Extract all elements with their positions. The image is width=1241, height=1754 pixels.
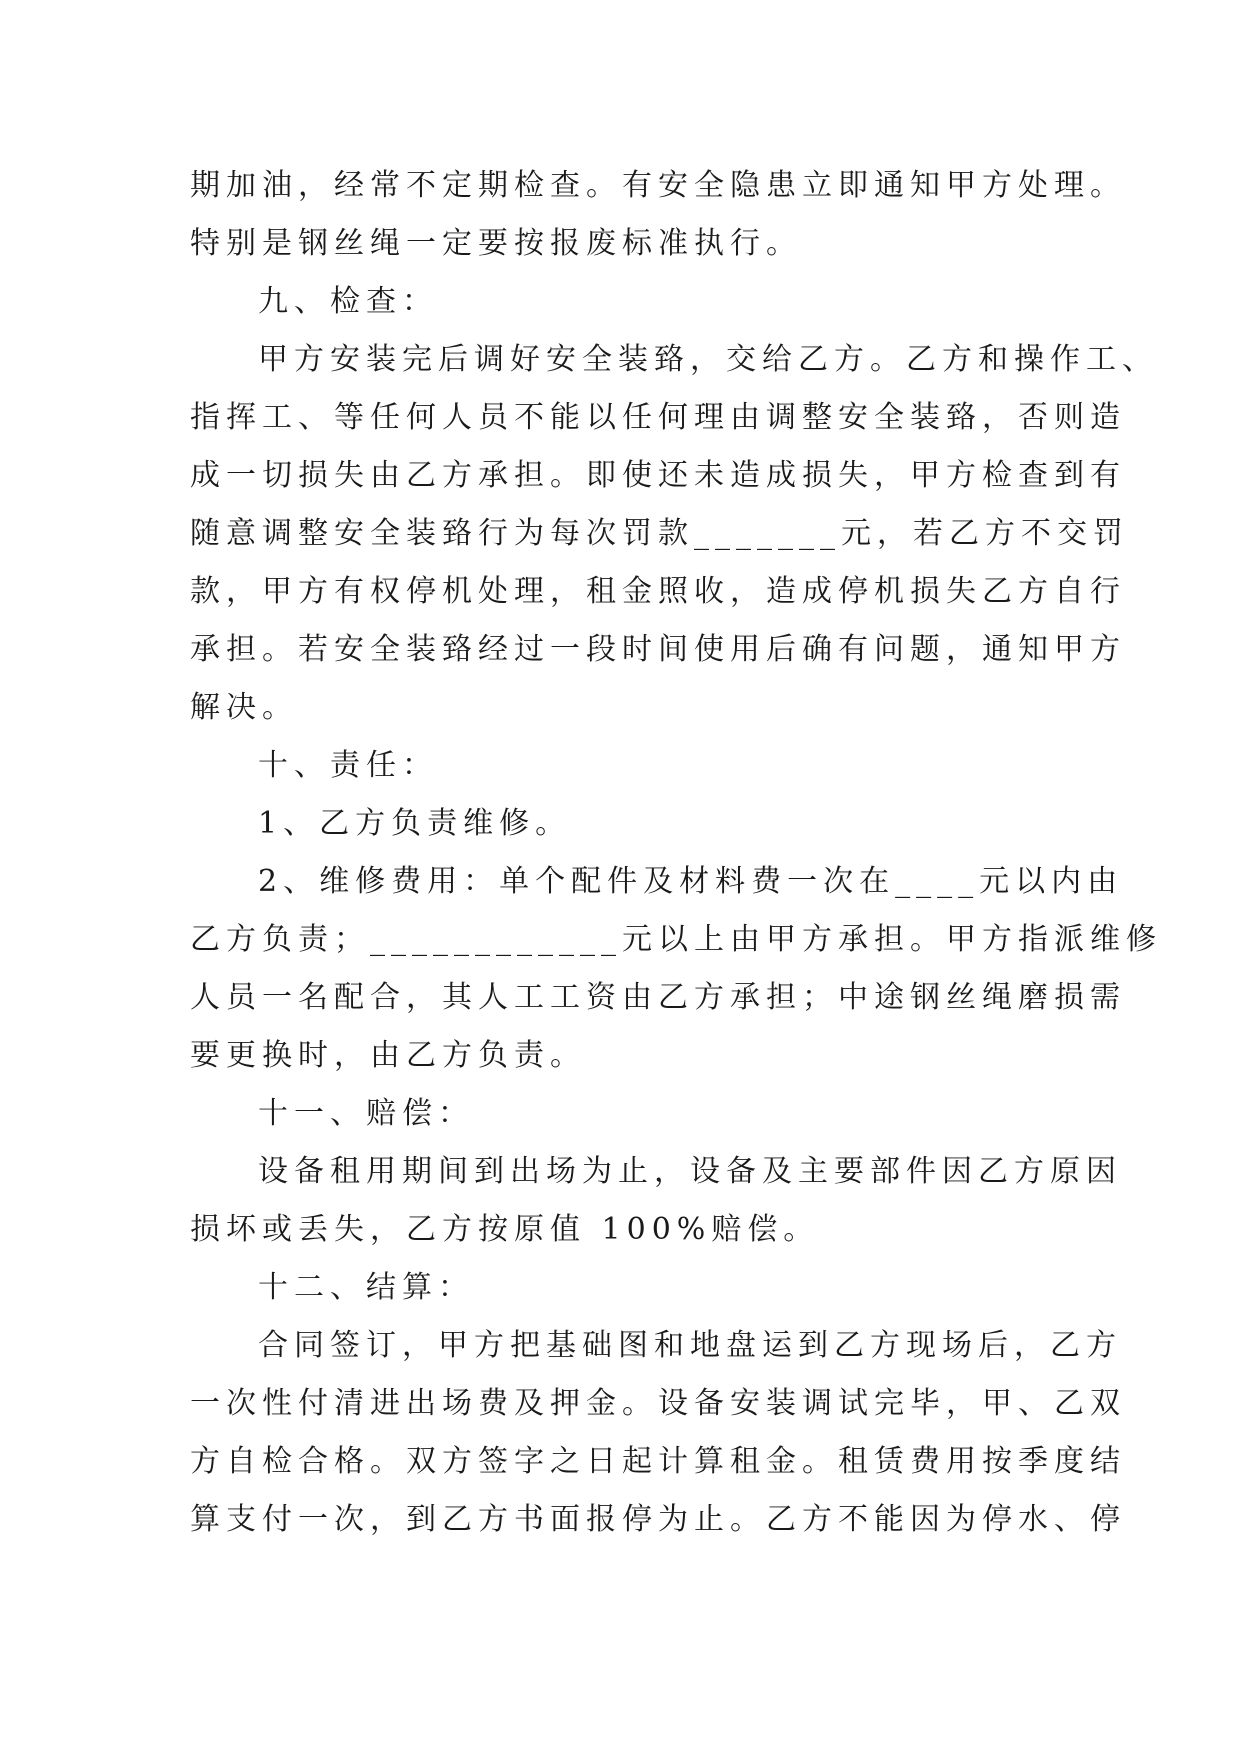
body-line-1: 期加油，经常不定期检查。有安全隐患立即通知甲方处理。 [190,168,1126,203]
body-line-5: 指挥工、等任何人员不能以任何理由调整安全装臵，否则造 [190,400,1126,435]
body-line-4: 甲方安装完后调好安全装臵，交给乙方。乙方和操作工、 [258,342,1158,377]
body-line-19: 损坏或丢失，乙方按原值 100%赔偿。 [190,1212,820,1247]
body-line-7: 随意调整安全装臵行为每次罚款_______元，若乙方不交罚 [190,516,1129,551]
body-line-21: 合同签订，甲方把基础图和地盘运到乙方现场后，乙方 [258,1328,1122,1363]
body-line-2: 特别是钢丝绳一定要按报废标准执行。 [190,226,802,261]
body-line-10: 解决。 [190,690,298,725]
section-heading-10: 十、责任： [258,748,438,783]
body-line-8: 款，甲方有权停机处理，租金照收，造成停机损失乙方自行 [190,574,1126,609]
body-line-18: 设备租用期间到出场为止，设备及主要部件因乙方原因 [258,1154,1122,1189]
body-line-6: 成一切损失由乙方承担。即使还未造成损失，甲方检查到有 [190,458,1126,493]
body-line-24: 算支付一次，到乙方书面报停为止。乙方不能因为停水、停 [190,1502,1126,1537]
section-heading-9: 九、检查： [258,284,438,319]
body-line-12: 1、乙方负责维修。 [258,806,572,841]
body-line-15: 人员一名配合，其人工工资由乙方承担；中途钢丝绳磨损需 [190,980,1126,1015]
body-line-13: 2、维修费用：单个配件及材料费一次在____元以内由 [258,864,1124,899]
body-line-14: 乙方负责；____________元以上由甲方承担。甲方指派维修 [190,922,1162,957]
body-line-22: 一次性付清进出场费及押金。设备安装调试完毕，甲、乙双 [190,1386,1126,1421]
body-line-9: 承担。若安全装臵经过一段时间使用后确有问题，通知甲方 [190,632,1126,667]
body-line-16: 要更换时，由乙方负责。 [190,1038,586,1073]
body-line-23: 方自检合格。双方签字之日起计算租金。租赁费用按季度结 [190,1444,1126,1479]
section-heading-11: 十一、赔偿： [258,1096,474,1131]
section-heading-12: 十二、结算： [258,1270,474,1305]
